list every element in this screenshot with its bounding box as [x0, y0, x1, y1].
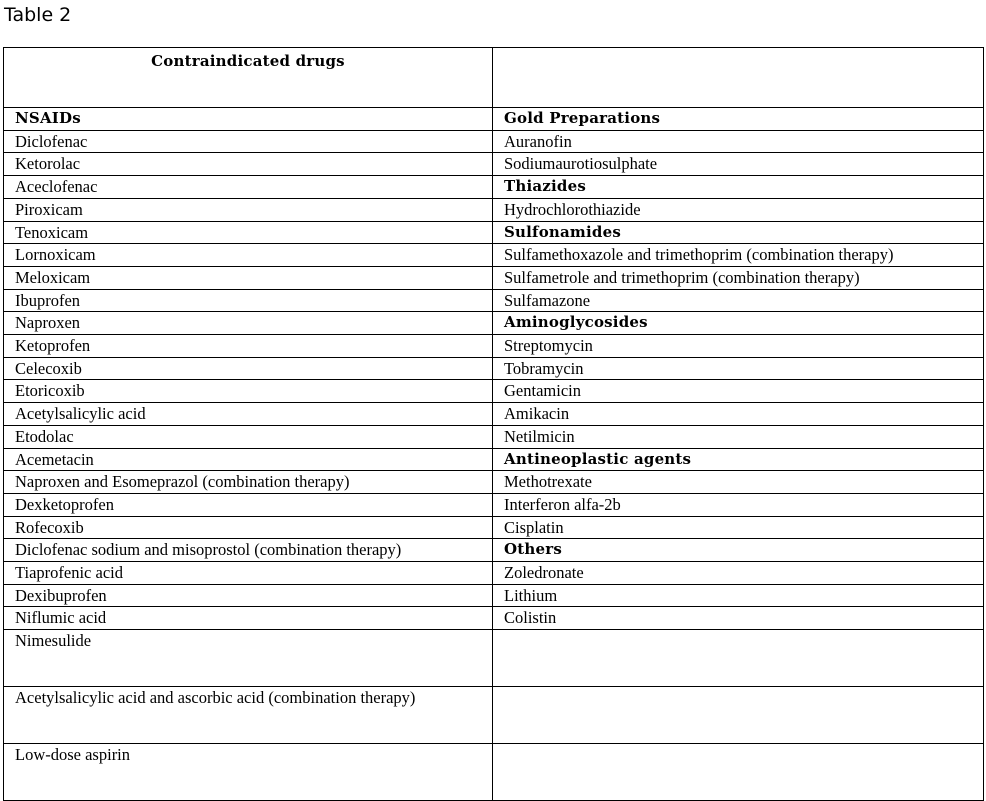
table-cell-left: Acemetacin — [4, 448, 493, 471]
table-row — [4, 630, 984, 687]
table-row — [4, 108, 984, 131]
table-cell-left: Niflumic acid — [4, 607, 493, 630]
table-cell-right: Cisplatin — [493, 516, 984, 539]
table-row — [4, 448, 984, 471]
contraindicated-drugs-table — [3, 47, 984, 801]
table-cell-left: Ketorolac — [4, 153, 493, 176]
table-cell-right: Interferon alfa-2b — [493, 493, 984, 516]
table-cell-left: Etoricoxib — [4, 380, 493, 403]
table-cell-left: Acetylsalicylic acid and ascorbic acid (combination therapy) — [4, 687, 493, 744]
table-cell-right: Sodiumaurotiosulphate — [493, 153, 984, 176]
table-cell-right — [493, 687, 984, 744]
table-row — [4, 176, 984, 199]
table-cell-right: Others — [493, 539, 984, 562]
table-cell-left: Ketoprofen — [4, 335, 493, 358]
table-row — [4, 130, 984, 153]
header-cell-left: Contraindicated drugs — [4, 48, 493, 108]
table-cell-right: Gentamicin — [493, 380, 984, 403]
table-row — [4, 380, 984, 403]
table-cell-left: Nimesulide — [4, 630, 493, 687]
table-caption: Table 2 — [4, 4, 72, 26]
table-cell-left: Piroxicam — [4, 198, 493, 221]
table-cell-left: Ibuprofen — [4, 289, 493, 312]
table-cell-left: NSAIDs — [4, 108, 493, 131]
table-cell-left: Aceclofenac — [4, 176, 493, 199]
table-cell-right: Sulfamethoxazole and trimethoprim (combination therapy) — [493, 244, 984, 267]
table-cell-right: Methotrexate — [493, 471, 984, 494]
table-cell-left: Tiaprofenic acid — [4, 562, 493, 585]
table-cell-left: Dexibuprofen — [4, 584, 493, 607]
table-cell-right: Colistin — [493, 607, 984, 630]
table-row — [4, 687, 984, 744]
table-cell-right: Aminoglycosides — [493, 312, 984, 335]
table-cell-right: Sulfametrole and trimethoprim (combination therapy) — [493, 266, 984, 289]
table-cell-left: Naproxen — [4, 312, 493, 335]
table-header-row — [4, 48, 984, 108]
table-cell-left: Lornoxicam — [4, 244, 493, 267]
table-row — [4, 516, 984, 539]
table-row — [4, 221, 984, 244]
header-cell-right — [493, 48, 984, 108]
table-cell-right: Hydrochlorothiazide — [493, 198, 984, 221]
table-cell-right — [493, 630, 984, 687]
table-row — [4, 744, 984, 801]
table-row — [4, 289, 984, 312]
table-cell-left: Diclofenac sodium and misoprostol (combination therapy) — [4, 539, 493, 562]
table-cell-left: Acetylsalicylic acid — [4, 403, 493, 426]
table-cell-right: Gold Preparations — [493, 108, 984, 131]
table-row — [4, 335, 984, 358]
table-cell-left: Etodolac — [4, 425, 493, 448]
table-cell-right: Lithium — [493, 584, 984, 607]
table-row — [4, 266, 984, 289]
table-cell-right: Sulfamazone — [493, 289, 984, 312]
table-cell-left: Diclofenac — [4, 130, 493, 153]
table-row — [4, 312, 984, 335]
table-cell-right: Sulfonamides — [493, 221, 984, 244]
table-cell-right: Zoledronate — [493, 562, 984, 585]
table-cell-left: Meloxicam — [4, 266, 493, 289]
table-cell-left: Low-dose aspirin — [4, 744, 493, 801]
table-row — [4, 471, 984, 494]
table-cell-left: Rofecoxib — [4, 516, 493, 539]
table-cell-right: Amikacin — [493, 403, 984, 426]
table-cell-left: Tenoxicam — [4, 221, 493, 244]
table-cell-right: Netilmicin — [493, 425, 984, 448]
table-row — [4, 539, 984, 562]
table-row — [4, 198, 984, 221]
table-row — [4, 425, 984, 448]
table-row — [4, 244, 984, 267]
table-cell-right: Thiazides — [493, 176, 984, 199]
table-row — [4, 153, 984, 176]
table-row — [4, 607, 984, 630]
table-row — [4, 493, 984, 516]
table-row — [4, 562, 984, 585]
table-cell-right: Streptomycin — [493, 335, 984, 358]
table-row — [4, 584, 984, 607]
table-cell-right — [493, 744, 984, 801]
table-cell-right: Antineoplastic agents — [493, 448, 984, 471]
table-cell-right: Auranofin — [493, 130, 984, 153]
table-cell-left: Celecoxib — [4, 357, 493, 380]
table-row — [4, 403, 984, 426]
table-cell-left: Naproxen and Esomeprazol (combination therapy) — [4, 471, 493, 494]
table-row — [4, 357, 984, 380]
table-cell-right: Tobramycin — [493, 357, 984, 380]
table-cell-left: Dexketoprofen — [4, 493, 493, 516]
